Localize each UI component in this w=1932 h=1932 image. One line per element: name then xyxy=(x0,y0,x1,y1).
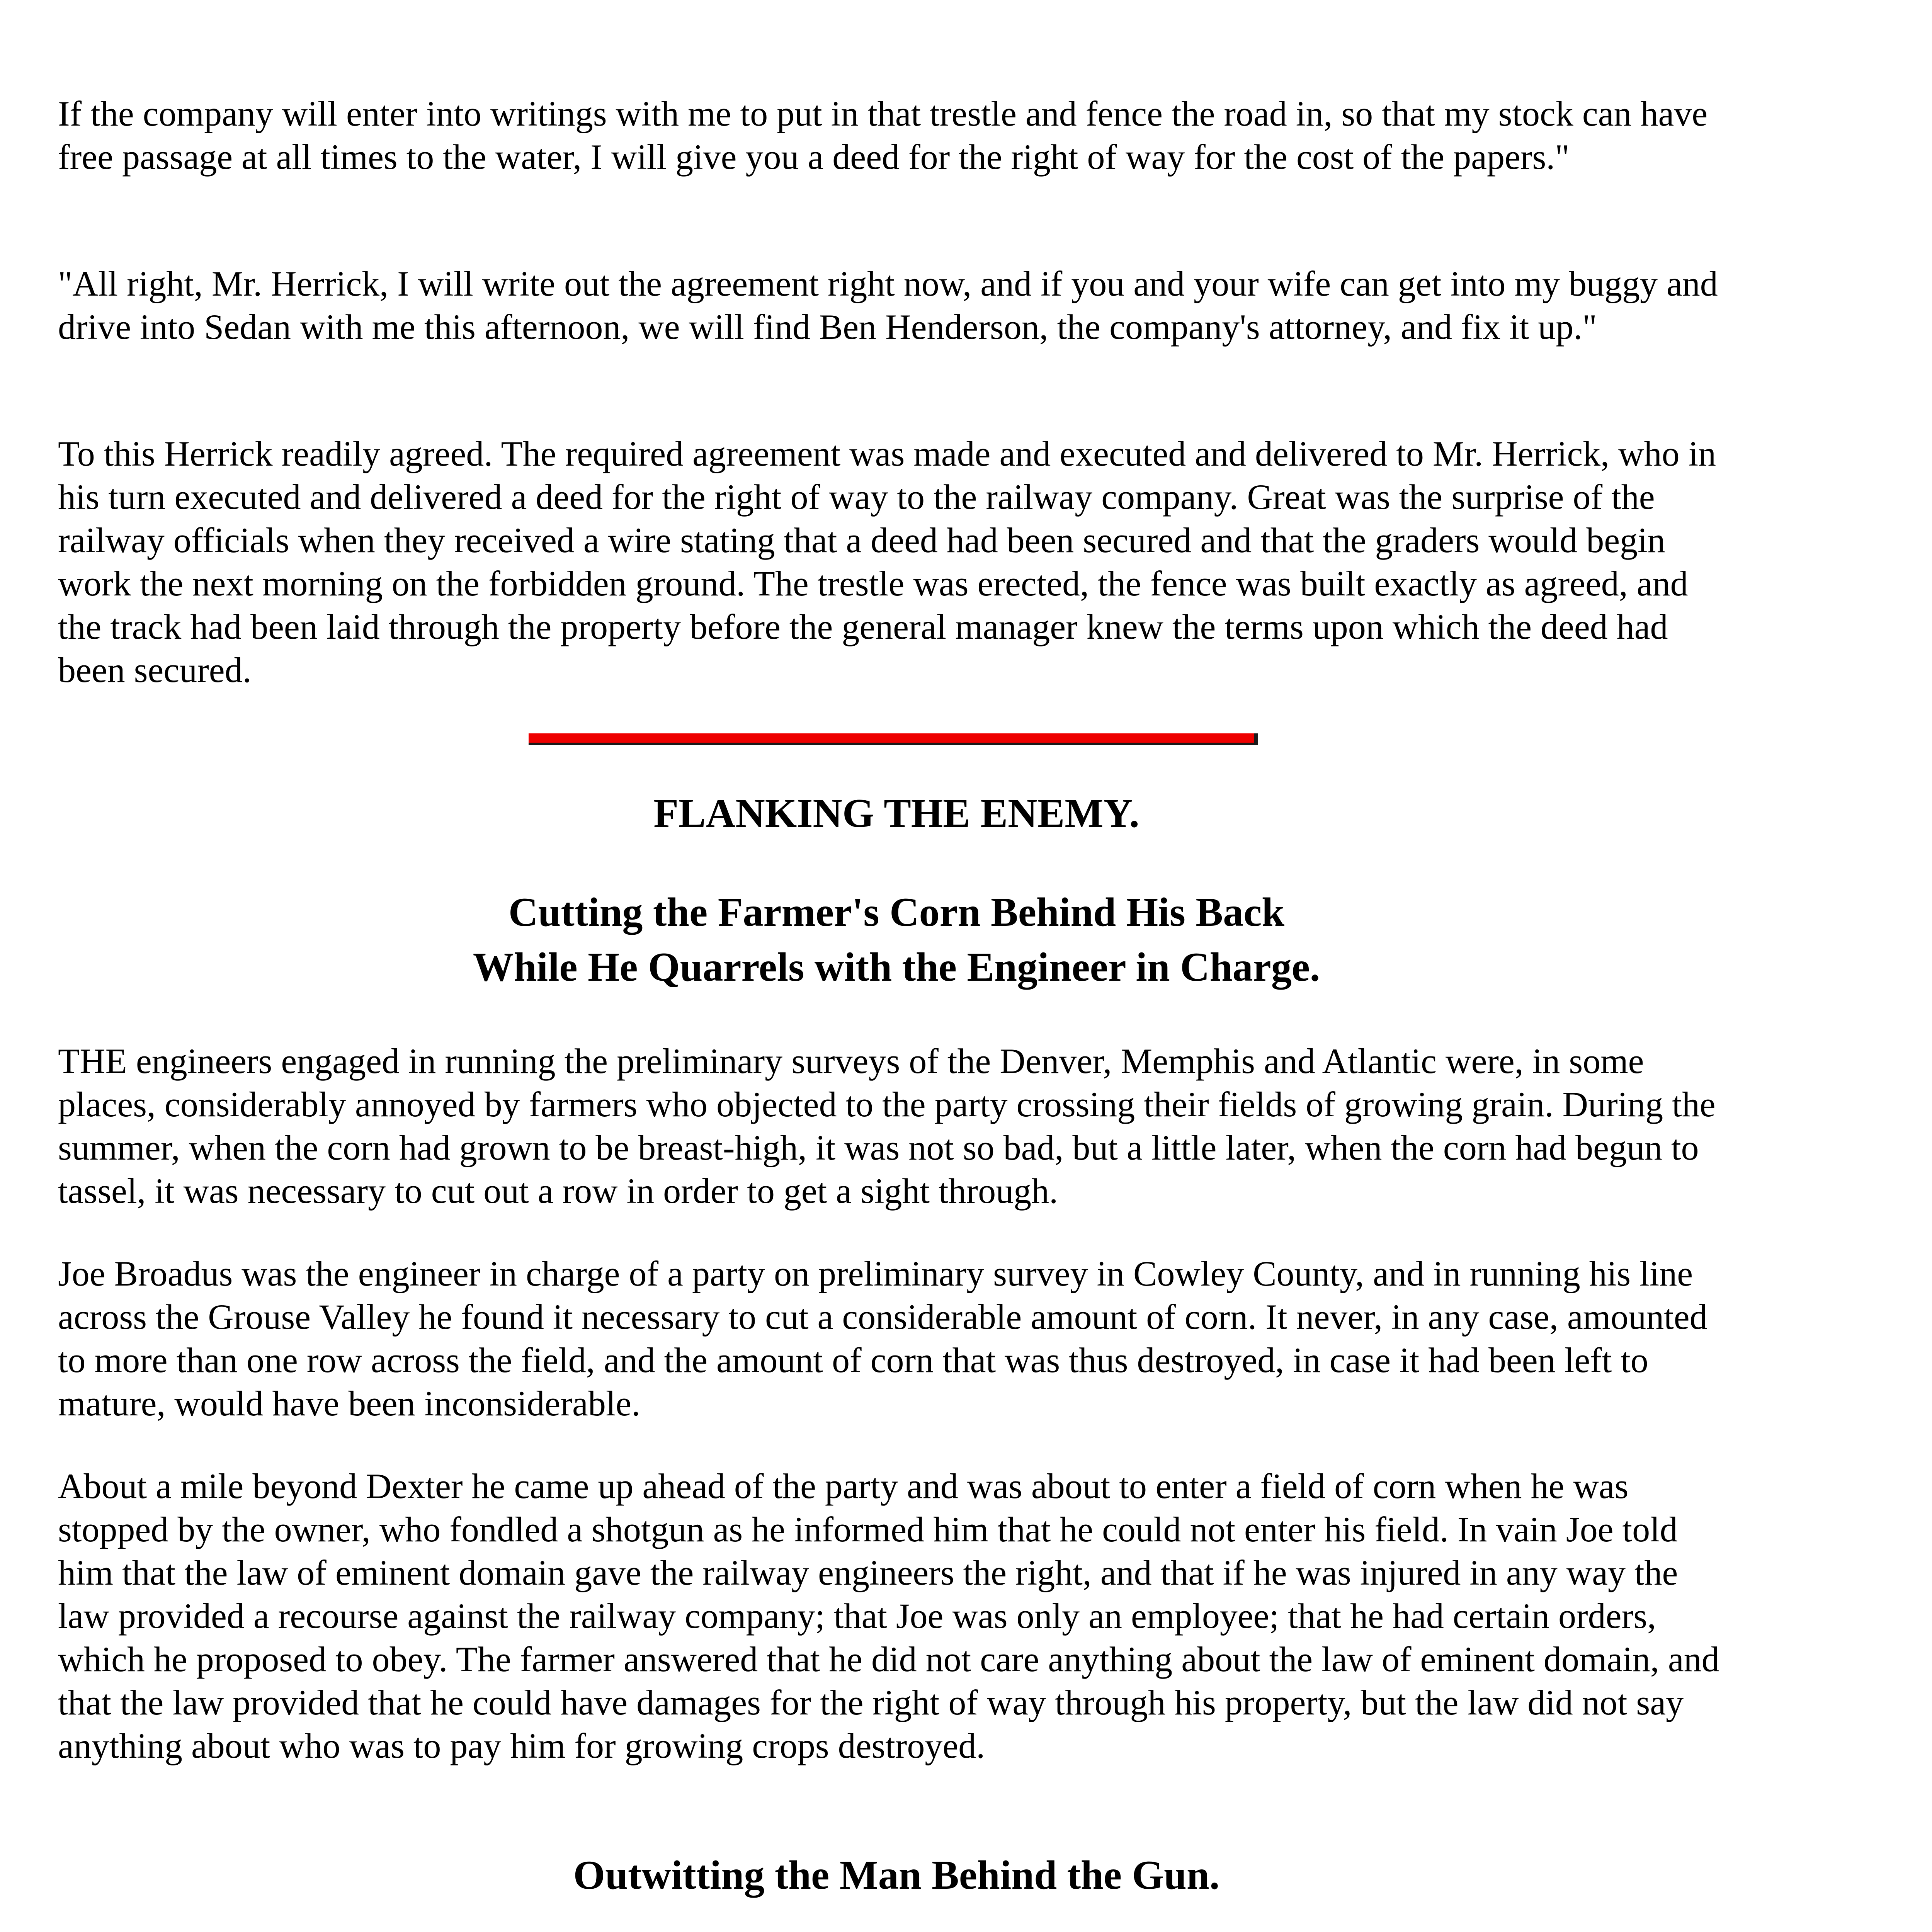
chapter-subtitle-line-1: Cutting the Farmer's Corn Behind His Back xyxy=(508,889,1285,935)
paragraph-preliminary-surveys: THE engineers engaged in running the preliminary surveys of the Denver, Memphis and Atlantic were, in some places, considerably annoyed by farmers who objected to the party crossing their fields of growing grain. During the summer, when the corn had grown to be breast-high, it was not so bad, but a little later, when the corn had begun to tassel, it was necessary to cut out a row in order to get a sight through. xyxy=(58,1041,1716,1211)
paragraph-agreement-offer: "All right, Mr. Herrick, I will write out the agreement right now, and if you and your wife can get into my buggy and drive into Sedan with me this afternoon, we will find Ben Henderson, the company's attorney, and fix it up." xyxy=(58,264,1718,347)
paragraph-stock-passage: If the company will enter into writings with me to put in that trestle and fence the road in, so that my stock can have free passage at all times to the water, I will give you a deed for the right of way for the cost of the papers." xyxy=(58,94,1708,177)
paragraph-joe-broadus: Joe Broadus was the engineer in charge of a party on preliminary survey in Cowley County, and in running his line across the Grouse Valley he found it necessary to cut a considerable amount of corn. It never, in any case, amounted to more than one row across the field, and the amount of corn that was thus destroyed, in case it had been left to mature, would have been inconsiderable. xyxy=(58,1254,1708,1423)
chapter-title: FLANKING THE ENEMY. xyxy=(653,791,1139,836)
section-heading: Outwitting the Man Behind the Gun. xyxy=(573,1852,1220,1898)
red-divider-rule xyxy=(529,733,1255,745)
paragraph-farmer-shotgun: About a mile beyond Dexter he came up ahead of the party and was about to enter a field of corn when he was stopped by the owner, who fondled a shotgun as he informed him that he could not enter his field. In vain Joe told him that the law of eminent domain gave the railway engineers the right, and that if he was injured in any way the law provided a recourse against the railway company; that Joe was only an employee; that he had certain orders, which he proposed to obey. The farmer answered that he did not care anything about the law of eminent domain, and that the law provided that he could have damages for the right of way through his property, but the law did not say anything about who was to pay him for growing crops destroyed. xyxy=(58,1466,1719,1765)
paragraph-deed-secured: To this Herrick readily agreed. The required agreement was made and executed and delivered to Mr. Herrick, who in his turn executed and delivered a deed for the right of way to the railway company. Great was the surprise of the railway officials when they received a wire stating that a deed had been secured and that the graders would begin work the next morning on the forbidden ground. The trestle was erected, the fence was built exactly as agreed, and the track had been laid through the property before the general manager knew the terms upon which the deed had been secured. xyxy=(58,434,1716,690)
chapter-subtitle-line-2: While He Quarrels with the Engineer in Charge. xyxy=(473,944,1320,990)
